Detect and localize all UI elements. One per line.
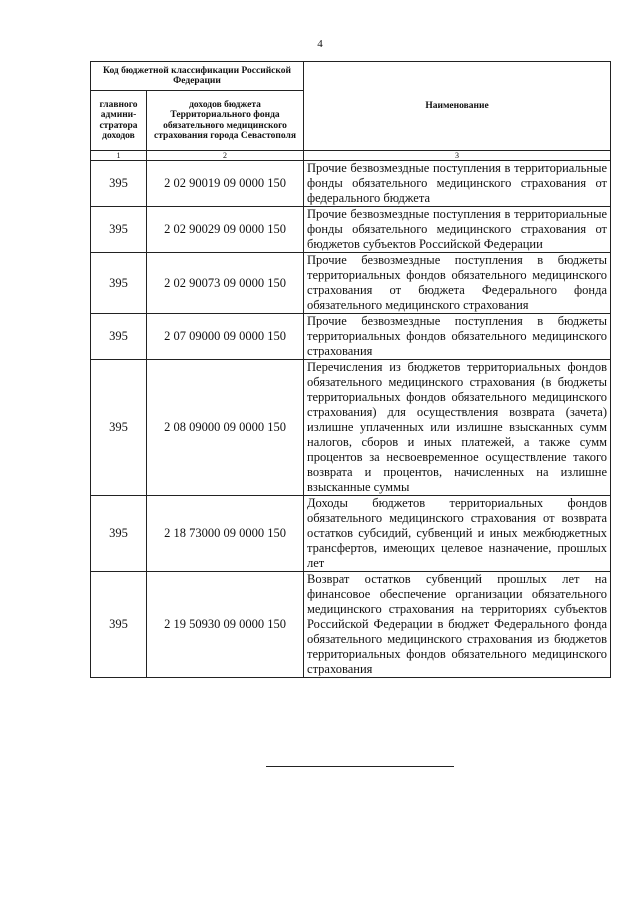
cell-admin-code: 395 bbox=[91, 572, 147, 678]
cell-income-code: 2 02 90019 09 0000 150 bbox=[147, 161, 304, 207]
cell-admin-code: 395 bbox=[91, 207, 147, 253]
header-budget-income: доходов бюджета Территориального фонда обязательного медицинского страхования города Севастополя bbox=[147, 91, 304, 151]
column-number-3: 3 bbox=[304, 151, 611, 161]
cell-admin-code: 395 bbox=[91, 496, 147, 572]
table-row bbox=[91, 360, 611, 496]
cell-admin-code: 395 bbox=[91, 253, 147, 314]
cell-name: Прочие безвозмездные поступления в бюджеты территориальных фондов обязательного медицинского страхования от бюджета Федерального фонда обязательного медицинского страхования bbox=[304, 253, 611, 314]
cell-income-code: 2 07 09000 09 0000 150 bbox=[147, 314, 304, 360]
budget-classification-table bbox=[90, 61, 611, 678]
cell-income-code: 2 08 09000 09 0000 150 bbox=[147, 360, 304, 496]
column-number-2: 2 bbox=[147, 151, 304, 161]
header-chief-administrator: главного админи-стратора доходов bbox=[91, 91, 147, 151]
cell-admin-code: 395 bbox=[91, 161, 147, 207]
header-name: Наименование bbox=[304, 62, 611, 151]
table-body bbox=[91, 161, 611, 678]
table-row bbox=[91, 253, 611, 314]
cell-income-code: 2 02 90029 09 0000 150 bbox=[147, 207, 304, 253]
page-number: 4 bbox=[317, 38, 323, 50]
cell-income-code: 2 18 73000 09 0000 150 bbox=[147, 496, 304, 572]
cell-name: Прочие безвозмездные поступления в территориальные фонды обязательного медицинского страхования от федерального бюджета bbox=[304, 161, 611, 207]
cell-name: Возврат остатков субвенций прошлых лет на финансовое обеспечение организации обязательного медицинского страхования на территориях субъектов Российской Федерации в бюджет Федерального фонда обязательного медицинского страхования из бюджетов территориальных фондов обязательного медицинского страхования bbox=[304, 572, 611, 678]
table-row bbox=[91, 314, 611, 360]
cell-income-code: 2 02 90073 09 0000 150 bbox=[147, 253, 304, 314]
cell-income-code: 2 19 50930 09 0000 150 bbox=[147, 572, 304, 678]
table-row bbox=[91, 207, 611, 253]
table-row bbox=[91, 572, 611, 678]
footer-divider-line bbox=[266, 766, 454, 767]
cell-admin-code: 395 bbox=[91, 314, 147, 360]
table-row bbox=[91, 161, 611, 207]
table-header bbox=[91, 62, 611, 161]
column-number-1: 1 bbox=[91, 151, 147, 161]
cell-name: Доходы бюджетов территориальных фондов обязательного медицинского страхования от возврата остатков субсидий, субвенций и иных межбюджетных трансфертов, имеющих целевое назначение, прошлых лет bbox=[304, 496, 611, 572]
cell-admin-code: 395 bbox=[91, 360, 147, 496]
table-row bbox=[91, 496, 611, 572]
header-budget-classification-code: Код бюджетной классификации Российской Федерации bbox=[91, 62, 304, 91]
cell-name: Перечисления из бюджетов территориальных фондов обязательного медицинского страхования (в бюджеты территориальных фондов обязательного медицинского страхования) для осуществления возврата (зачета) излишне уплаченных или излишне взысканных сумм налогов, сборов и иных платежей, а также сумм процентов за несвоевременное осуществление такого возврата и процентов, начисленных на излишне взысканные суммы bbox=[304, 360, 611, 496]
cell-name: Прочие безвозмездные поступления в территориальные фонды обязательного медицинского страхования от бюджетов субъектов Российской Федерации bbox=[304, 207, 611, 253]
cell-name: Прочие безвозмездные поступления в бюджеты территориальных фондов обязательного медицинского страхования bbox=[304, 314, 611, 360]
